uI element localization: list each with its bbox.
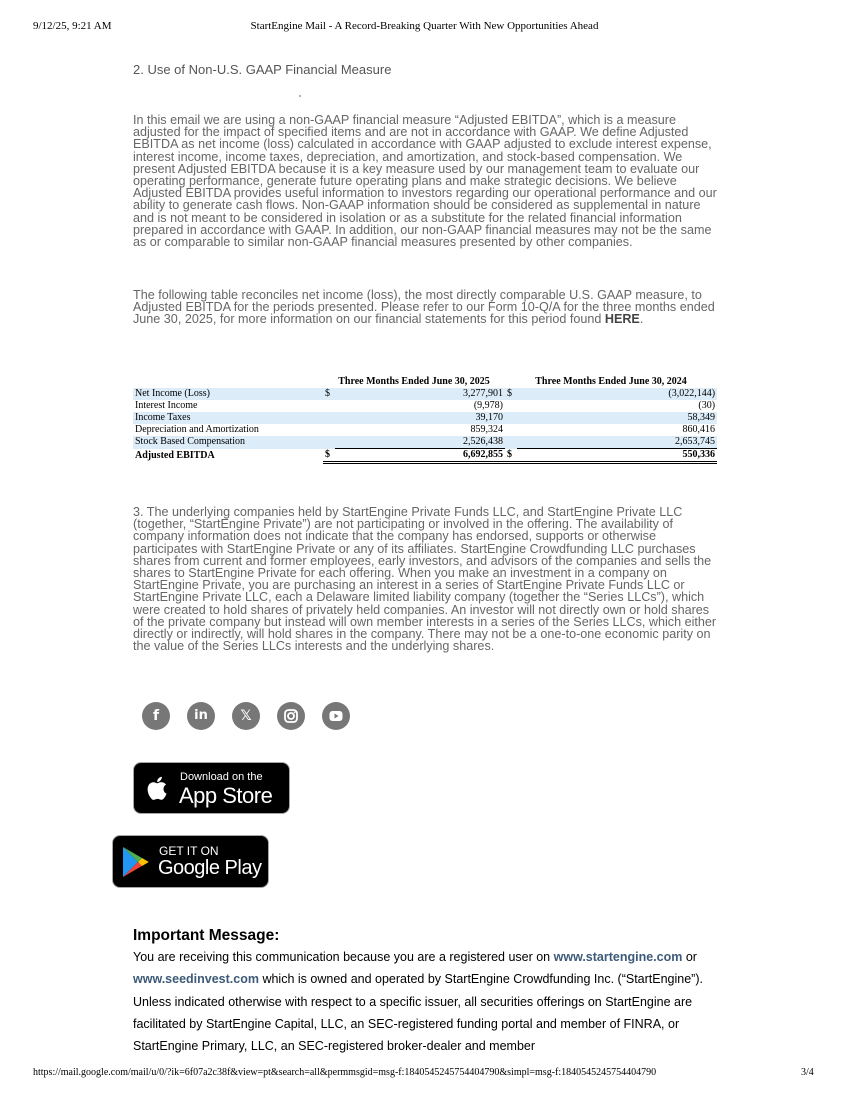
instagram-icon[interactable]: [277, 702, 305, 730]
app-store-badge[interactable]: [133, 762, 290, 814]
non-gaap-paragraph: In this email we are using a non-GAAP financial measure “Adjusted EBITDA”, which is a measure adjusted for the impact of specified items and are not in accordance with GAAP. We define Adjusted EBITDA as net income (loss) calculated in accordance with GAAP adjusted to exclude interest expense, interest income, income taxes, depreciation, and amortization, and stock-based compensation. We present Adjusted EBITDA because it is a key measure used by our management team to evaluate our operating performance, generate future operating plans and make strategic decisions. We believe Adjusted EBITDA provides useful information to investors regarding our operational performance and our ability to generate cash flows. Non-GAAP information should be considered as supplemental in nature and is not meant to be considered in isolation or as a substitute for the related financial information prepared in accordance with GAAP. In addition, our non-GAAP financial measures may not be the same as or comparable to similar non-GAAP financial measures presented by other companies.: [133, 113, 717, 250]
row-label: Stock Based Compensation: [133, 436, 323, 449]
currency-symbol: $: [505, 388, 517, 400]
total-label: Adjusted EBITDA: [135, 449, 215, 461]
table-total-row: [133, 449, 717, 463]
row-label: Interest Income: [135, 400, 198, 411]
section-2-heading: 2. Use of Non-U.S. GAAP Financial Measure: [133, 62, 392, 77]
value-2025: (9,978): [473, 400, 504, 411]
table-row: [133, 388, 717, 400]
apple-icon: [144, 772, 172, 804]
app-store-small-text: Download on the: [180, 771, 263, 783]
value-2024: 860,416: [682, 424, 716, 435]
google-play-badge[interactable]: [112, 835, 269, 888]
google-play-small-text: GET IT ON: [159, 844, 219, 858]
google-play-icon: [121, 846, 151, 878]
ebitda-reconciliation-table: [133, 376, 717, 464]
startengine-link[interactable]: www.startengine.com: [553, 950, 683, 964]
header-2024: Three Months Ended June 30, 2024: [535, 376, 687, 387]
page-number: 3/4: [801, 1067, 814, 1078]
reconciliation-intro: [133, 289, 717, 326]
important-text: or: [682, 950, 697, 964]
total-2025: 6,692,855: [335, 449, 505, 463]
table-row: [133, 412, 717, 424]
stray-dot: [299, 95, 301, 97]
currency-symbol: $: [505, 449, 517, 463]
table-row: [133, 424, 717, 436]
value-2024: (30): [698, 400, 716, 411]
seedinvest-link[interactable]: www.seedinvest.com: [133, 972, 259, 987]
facebook-icon[interactable]: f: [142, 702, 170, 730]
value-2024: 2,653,745: [517, 436, 717, 449]
value-2025: 3,277,901: [335, 388, 505, 400]
reconciliation-intro-text: The following table reconciles net income (loss), the most directly comparable U.S. GAAP measure, to Adjusted EBITDA for the periods presented. Please refer to our Form 10-Q/A for the three months ended June 30, 2025, for more information on our financial statements for this period found: [133, 288, 715, 327]
row-label: Net Income (Loss): [133, 388, 323, 400]
important-text: which is owned and operated by StartEngine Crowdfunding Inc. (“StartEngine”). Unless indicated otherwise with respect to a specific issuer, all securities offerings on StartEngine are facilitated by StartEngine Capital, LLC, an SEC-registered funding portal and member of FINRA, or StartEngine Primary, LLC, an SEC-registered broker-dealer and member: [133, 972, 703, 1054]
linkedin-icon[interactable]: in: [187, 702, 215, 730]
startengine-private-disclosure: 3. The underlying companies held by StartEngine Private Funds LLC, and StartEngine Private LLC (together, “StartEngine Private”) are not participating or involved in the offering. The availability of company information does not indicate that the company has endorsed, supports or otherwise participates with StartEngine Private or any of its affiliates. StartEngine Crowdfunding LLC purchases shares from current and former employees, early investors, and advisors of the companies and sells the shares to StartEngine Private for each offering. When you make an investment in a company on StartEngine Private, you are purchasing an interest in a series of StartEngine Private Funds LLC or StartEngine Private LLC, each a Delaware limited liability company (together the “Series LLCs”), which were created to hold shares of privately held companies. An investor will not directly own or hold shares of the private company but instead will own member interests in a series of the Series LLCs, which either directly or indirectly, will hold shares in the company. There may not be a one-to-one economic parity on the value of the Series LLCs interests and the underlying shares.: [133, 505, 717, 654]
row-label: Income Taxes: [133, 412, 323, 424]
currency-symbol: $: [323, 449, 335, 463]
print-title: StartEngine Mail - A Record-Breaking Quarter With New Opportunities Ahead: [250, 20, 599, 32]
currency-symbol: $: [323, 388, 335, 400]
x-icon[interactable]: 𝕏: [232, 702, 260, 730]
google-play-big-text: Google Play: [158, 857, 262, 879]
table-row: [133, 400, 717, 412]
here-link[interactable]: HERE: [604, 312, 640, 327]
print-date: 9/12/25, 9:21 AM: [33, 20, 112, 32]
important-message-body: [133, 946, 723, 1057]
total-2024: 550,336: [517, 449, 717, 463]
header-2025: Three Months Ended June 30, 2025: [338, 376, 490, 387]
row-label: Depreciation and Amortization: [135, 424, 259, 435]
value-2024: (3,022,144): [517, 388, 717, 400]
youtube-icon[interactable]: [322, 702, 350, 730]
value-2024: 58,349: [517, 412, 717, 424]
print-url: https://mail.google.com/mail/u/0/?ik=6f07a2c38f&view=pt&search=all&permmsgid=msg-f:1840545245754404790&simpl=msg-f:1840545245754404790: [33, 1067, 657, 1078]
important-message-title: Important Message:: [133, 927, 280, 944]
important-text: You are receiving this communication because you are a registered user on: [133, 950, 554, 964]
app-store-big-text: App Store: [179, 783, 273, 808]
reconciliation-intro-end: .: [639, 312, 644, 327]
value-2025: 859,324: [470, 424, 504, 435]
value-2025: 2,526,438: [335, 436, 505, 449]
table-row: [133, 436, 717, 449]
value-2025: 39,170: [335, 412, 505, 424]
